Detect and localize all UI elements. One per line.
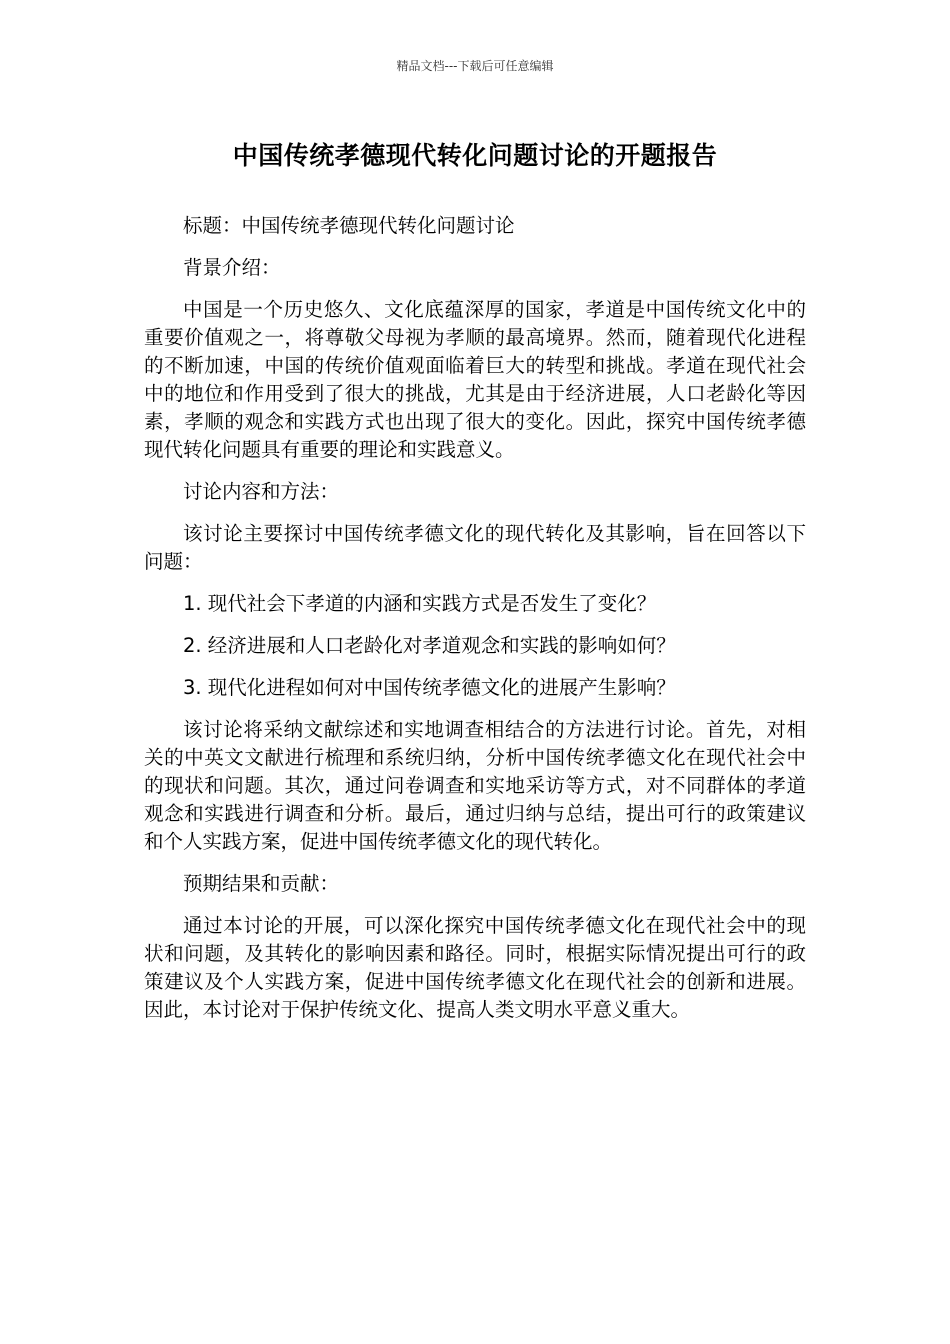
heading-background: 背景介绍： [183,256,281,279]
paragraph-content-intro: 该讨论主要探讨中国传统孝德文化的现代转化及其影响，旨在回答以下问题： [144,522,806,573]
question-item-1: 1. 现代社会下孝道的内涵和实践方式是否发生了变化？ [183,592,657,615]
question-item-3: 3. 现代化进程如何对中国传统孝德文化的进展产生影响？ [183,676,676,699]
document-title: 中国传统孝德现代转化问题讨论的开题报告 [232,141,718,170]
page-header: 精品文档---下载后可任意编辑 [396,59,554,73]
paragraph-expected-results: 通过本讨论的开展，可以深化探究中国传统孝德文化在现代社会中的现状和问题，及其转化的影响因素和路径。同时，根据实际情况提出可行的政策建议及个人实践方案，促进中国传统孝德文化在现代社会的创新和进展。因此，本讨论对于保护传统文化、提高人类文明水平意义重大。 [144,914,806,1021]
paragraph-subject: 标题：中国传统孝德现代转化问题讨论 [183,214,515,237]
paragraph-method: 该讨论将采纳文献综述和实地调查相结合的方法进行讨论。首先，对相关的中英文文献进行梳理和系统归纳，分析中国传统孝德文化在现代社会中的现状和问题。其次，通过问卷调查和实地采访等方式，对不同群体的孝道观念和实践进行调查和分析。最后，通过归纳与总结，提出可行的政策建议和个人实践方案，促进中国传统孝德文化的现代转化。 [144,718,806,853]
paragraph-background: 中国是一个历史悠久、文化底蕴深厚的国家，孝道是中国传统文化中的重要价值观之一，将尊敬父母视为孝顺的最高境界。然而，随着现代化进程的不断加速，中国的传统价值观面临着巨大的转型和挑战。孝道在现代社会中的地位和作用受到了很大的挑战，尤其是由于经济进展，人口老龄化等因素，孝顺的观念和实践方式也出现了很大的变化。因此，探究中国传统孝德现代转化问题具有重要的理论和实践意义。 [144,298,806,461]
heading-expected-results: 预期结果和贡献： [183,872,340,895]
heading-content-method: 讨论内容和方法： [183,480,340,503]
document-body [144,212,806,1038]
question-item-2: 2. 经济进展和人口老龄化对孝道观念和实践的影响如何？ [183,634,676,657]
